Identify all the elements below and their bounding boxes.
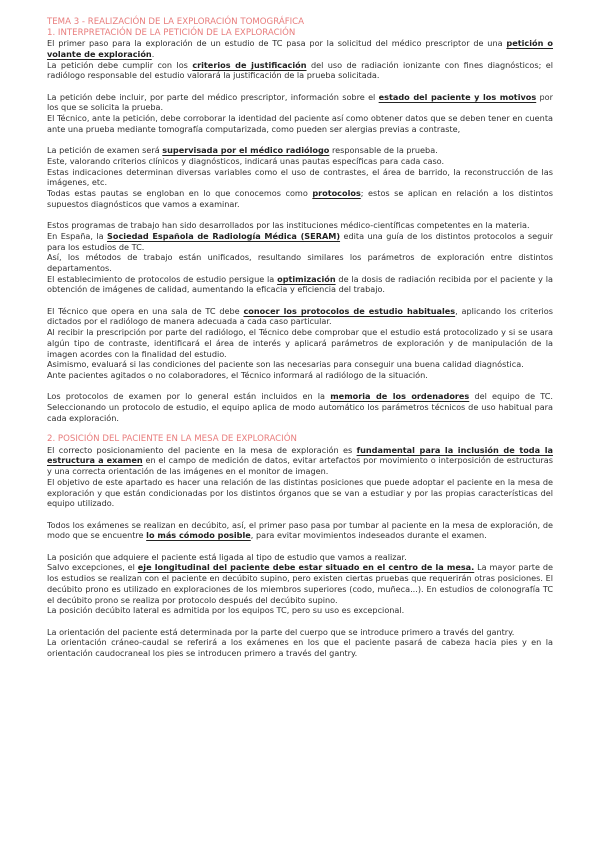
- paragraph: La posición que adquiere el paciente está ligada al tipo de estudio que vamos a realizar.: [47, 551, 407, 562]
- paragraph: El Técnico que opera en una sala de TC debe conocer los protocolos de estudio habituales, aplicando los criterios dictados por el radiólogo de manera adecuada a cada caso particular.: [47, 305, 553, 327]
- paragraph: El establecimiento de protocolos de estudio persigue la optimización de la dosis de radiación recibida por el paciente y la obtención de imágenes de calidad, aumentando la eficacia y eficiencia del trabajo.: [47, 273, 553, 295]
- key-term: optimización: [277, 273, 336, 284]
- paragraph: El objetivo de este apartado es hacer una relación de las distintas posiciones que puede adoptar el paciente en la mesa de exploración y que están condicionadas por los distintos órganos que se van a estudiar y por las propias características del equipo utilizado.: [47, 476, 553, 509]
- paragraph: La petición de examen será supervisada por el médico radiólogo responsable de la prueba.: [47, 145, 438, 156]
- paragraph: La orientación del paciente está determinada por la parte del cuerpo que se introduce primero a través del gantry.: [47, 626, 515, 637]
- paragraph: Asimismo, evaluará si las condiciones del paciente son las necesarias para conseguir una buena calidad diagnóstica.: [47, 359, 524, 370]
- paragraph: Al recibir la prescripción por parte del radiólogo, el Técnico debe comprobar que el estudio está protocolizado y si se usara algún tipo de contraste, identificará el área de interés y aplicará parámetros de exploración y de manipulación de la imagen acordes con la finalidad del estudio.: [47, 327, 553, 359]
- section1-heading: 1. INTERPRETACIÓN DE LA PETICIÓN DE LA EXPLORACIÓN: [47, 27, 296, 38]
- key-term: memoria de los ordenadores: [330, 391, 470, 402]
- paragraph: Todos los exámenes se realizan en decúbito, así, el primer paso pasa por tumbar al paciente en la mesa de exploración, de modo que se encuentre lo más cómodo posible, para evitar movimientos indeseados durante el examen.: [47, 519, 553, 541]
- paragraph: En España, la Sociedad Española de Radiología Médica (SERAM) edita una guía de los distintos protocolos a seguir para los estudios de TC.: [47, 230, 554, 252]
- paragraph: Así, los métodos de trabajo están unificados, resultando similares los parámetros de exploración entre distintos departamentos.: [47, 252, 553, 273]
- paragraph: La petición debe incluir, por parte del médico prescriptor, información sobre el estado del paciente y los motivos por los que se solicita la prueba.: [47, 91, 553, 113]
- paragraph: La petición debe cumplir con los criterios de justificación del uso de radiación ionizante con fines diagnósticos; el radiólogo responsable del estudio valorará la justificación de la prueba solicitada.: [47, 59, 553, 81]
- paragraph: Todas estas pautas se engloban en lo que conocemos como protocolos; estos se aplican en relación a los distintos supuestos diagnósticos que vamos a examinar.: [47, 188, 553, 209]
- paragraph: Estos programas de trabajo han sido desarrollados por las instituciones médico-científicas competentes en la materia.: [47, 220, 530, 231]
- key-term: fundamental para la inclusión de toda la estructura a examen: [47, 444, 553, 466]
- key-term: estado del paciente y los motivos: [378, 91, 537, 102]
- paragraph: Estas indicaciones determinan diversas variables como el uso de contrastes, el área de barrido, la reconstrucción de las imágenes, etc.: [47, 166, 553, 188]
- paragraph: La orientación cráneo-caudal se referirá a los exámenes en los que el paciente pasará de cabeza hacia pies y en la orientación caudocraneal los pies se introducen primero a través del gantry.: [47, 637, 553, 659]
- paragraph: Salvo excepciones, el eje longitudinal del paciente debe estar situado en el centro de la mesa. La mayor parte de los estudios se realizan con el paciente en decúbito supino, pero existen ciertas pruebas que requerirán otras posiciones. El decúbito prono es utilizado en exploraciones de los miembros superiores (codo, muñeca...). En estudios de colonografía TC el decúbito prono se realiza por protocolo después del decúbito supino.: [47, 562, 553, 605]
- key-term: petición o volante de exploración: [47, 38, 554, 59]
- paragraph: El correcto posicionamiento del paciente en la mesa de exploración es fundamental para la inclusión de toda la estructura a examen en el campo de medición de datos, evitar artefactos por movimiento o interposición de estructuras y una correcta orientación de las imágenes en el monitor de imagen.: [47, 444, 553, 477]
- key-term: supervisada por el médico radiólogo: [162, 145, 330, 156]
- key-term: lo más cómodo posible: [146, 530, 251, 541]
- key-term: criterios de justificación: [192, 59, 307, 70]
- paragraph: El primer paso para la exploración de un estudio de TC pasa por la solicitud del médico prescriptor de una petición o volante de exploración.: [47, 38, 554, 59]
- paragraph: Ante pacientes agitados o no colaboradores, el Técnico informará al radiólogo de la situación.: [47, 369, 428, 380]
- paragraph: Los protocolos de examen por lo general están incluidos en la memoria de los ordenadores del equipo de TC. Seleccionando un protocolo de estudio, el equipo aplica de modo automático los parámetros técnicos de uso habitual para cada exploración.: [47, 391, 553, 423]
- key-term: Sociedad Española de Radiología Médica (SERAM): [107, 230, 341, 241]
- paragraph: El Técnico, ante la petición, debe corroborar la identidad del paciente así como obtener datos que se deben tener en cuenta ante una prueba mediante tomografía computarizada, como pueden ser alergias previas a contraste,: [47, 113, 553, 134]
- key-term: protocolos: [312, 188, 361, 198]
- paragraph: La posición decúbito lateral es admitida por los equipos TC, pero su uso es excepcional.: [47, 605, 405, 616]
- key-term: conocer los protocolos de estudio habituales: [243, 305, 456, 316]
- document-title: TEMA 3 - REALIZACIÓN DE LA EXPLORACIÓN TOMOGRÁFICA: [47, 17, 305, 27]
- paragraph: Este, valorando criterios clínicos y diagnósticos, indicará unas pautas específicas para cada caso.: [47, 155, 445, 166]
- key-term: eje longitudinal del paciente debe estar situado en el centro de la mesa.: [137, 562, 475, 573]
- section2-heading: 2. POSICIÓN DEL PACIENTE EN LA MESA DE EXPLORACIÓN: [47, 434, 297, 445]
